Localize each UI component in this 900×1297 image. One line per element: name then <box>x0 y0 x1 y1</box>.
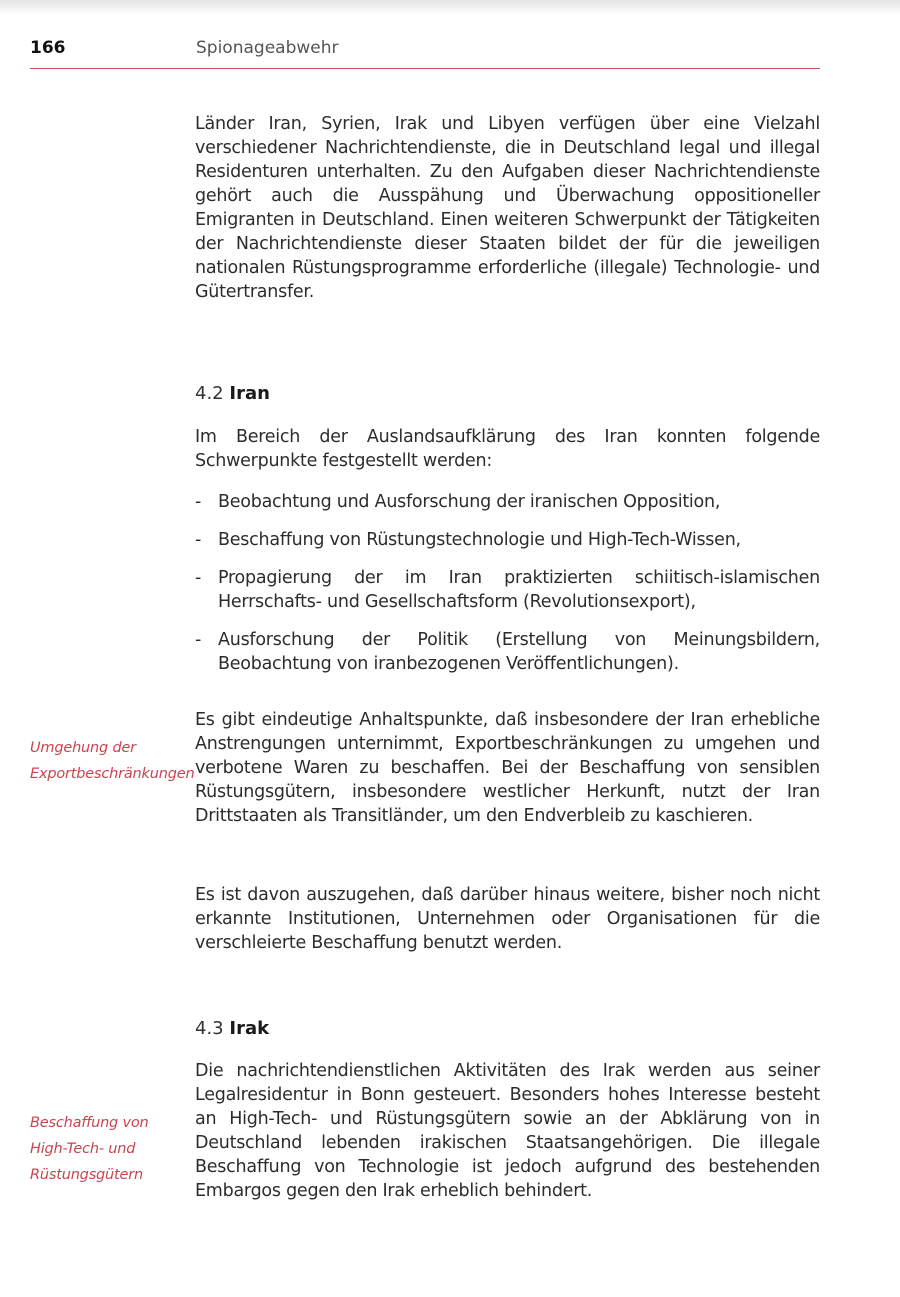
section-title: Irak <box>229 1018 270 1039</box>
irak-paragraph-1 <box>195 1059 820 1203</box>
list-item-text: Propagierung der im Iran praktizierten schiitisch-islamischen Herrschafts- und Gesellschaftsform (Revolutionsexport), <box>218 568 820 612</box>
iran-lead-text <box>195 425 820 473</box>
iran-lead-paragraph: Im Bereich der Auslandsaufklärung des Iran konnten folgende Schwerpunkte festgestellt werden: <box>195 427 820 471</box>
page-number: 166 <box>30 38 66 58</box>
body-paragraph: Es gibt eindeutige Anhaltspunkte, daß insbesondere der Iran erhebliche Anstrengungen unternimmt, Exportbeschränkungen zu umgehen und verbotene Waren zu beschaffen. Bei der Beschaffung von sensiblen Rüstungsgütern, insbesondere westlicher Herkunft, nutzt der Iran Drittstaaten als Transitländer, um den Endverbleib zu kaschieren. <box>195 710 820 826</box>
body-paragraph: Die nachrichtendienstlichen Aktivitäten des Irak werden aus seiner Legalresidentur in Bonn gesteuert. Besonders hohes Interesse besteht an High-Tech- und Rüstungsgütern sowie an der Abklärung von in Deutschland lebenden irakischen Staatsangehörigen. Die illegale Beschaffung von Technologie ist jedoch aufgrund des bestehenden Embargos gegen den Irak erheblich behindert. <box>195 1061 820 1201</box>
bullet-dash: - <box>195 568 202 588</box>
intro-text <box>195 112 820 304</box>
bullet-dash: - <box>195 492 202 512</box>
iran-paragraph-2 <box>195 883 820 955</box>
list-item-text: Beobachtung und Ausforschung der iranischen Opposition, <box>218 492 721 512</box>
list-item <box>195 566 820 614</box>
section-number: 4.2 <box>195 383 224 404</box>
section-title: Iran <box>229 383 270 404</box>
margin-note-procurement: Beschaffung von High-Tech- und Rüstungsgütern <box>30 1115 149 1183</box>
header-rule <box>30 68 820 69</box>
list-item <box>195 528 820 552</box>
section-heading-iran <box>195 383 270 404</box>
iran-bullet-list <box>195 490 820 690</box>
list-item-text: Ausforschung der Politik (Erstellung von Meinungsbildern, Beobachtung von iranbezogenen Veröffentlichungen). <box>218 630 820 674</box>
page-header <box>30 38 820 72</box>
body-paragraph: Es ist davon auszugehen, daß darüber hinaus weitere, bisher noch nicht erkannte Institutionen, Unternehmen oder Organisationen für die verschleierte Beschaffung benutzt werden. <box>195 885 820 953</box>
bullet-dash: - <box>195 530 202 550</box>
section-number: 4.3 <box>195 1018 224 1039</box>
section-heading-irak <box>195 1018 269 1039</box>
intro-paragraph: Länder Iran, Syrien, Irak und Libyen verfügen über eine Vielzahl verschiedener Nachrichtendienste, die in Deutschland legal und illegal Residenturen unterhalten. Zu den Aufgaben dieser Nachrichtendienste gehört auch die Ausspähung und Überwachung oppositioneller Emigranten in Deutschland. Einen weiteren Schwerpunkt der Tätigkeiten der Nachrichtendienste dieser Staaten bildet der für die jeweiligen nationalen Rüstungsprogramme erforderliche (illegale) Technologie- und Gütertransfer. <box>195 114 820 302</box>
list-item-text: Beschaffung von Rüstungstechnologie und High-Tech-Wissen, <box>218 530 741 550</box>
running-title: Spionageabwehr <box>196 38 339 58</box>
list-item <box>195 628 820 676</box>
margin-note-export: Umgehung der Exportbeschränkungen <box>30 740 195 782</box>
bullet-dash: - <box>195 630 202 650</box>
list-item <box>195 490 820 514</box>
scan-top-shadow <box>0 0 900 14</box>
iran-paragraph-1 <box>195 708 820 828</box>
